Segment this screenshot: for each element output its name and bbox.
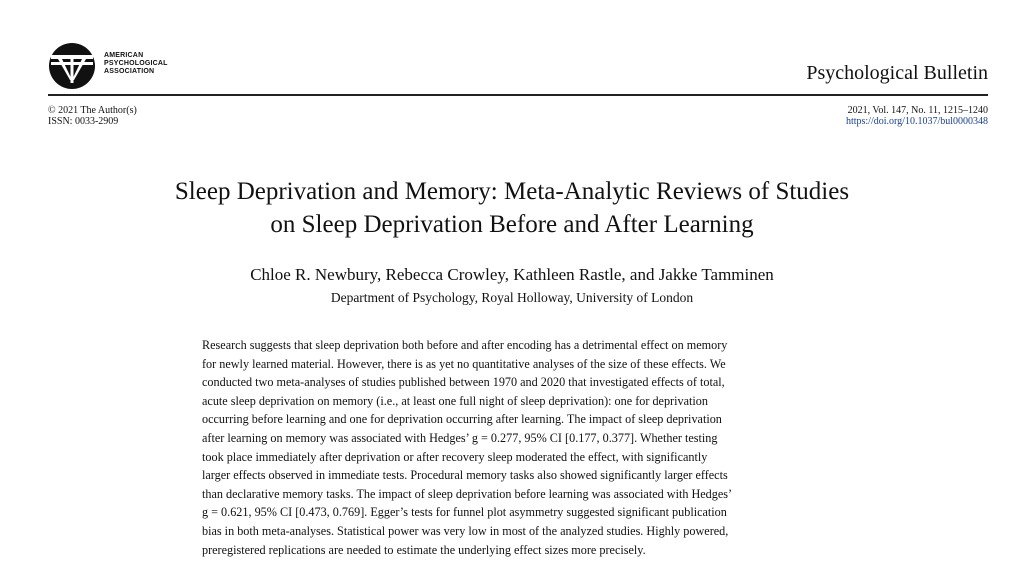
org-line: PSYCHOLOGICAL <box>104 60 168 67</box>
title-line: on Sleep Deprivation Before and After Learning <box>270 211 754 238</box>
apa-psi-logo-icon <box>48 42 96 90</box>
org-line: ASSOCIATION <box>104 68 155 75</box>
abstract <box>202 336 842 559</box>
abstract-line: conducted two meta-analyses of studies published between 1970 and 2020 that investigated effects of total, <box>202 375 725 390</box>
abstract-line: occurring before learning and one for deprivation occurring after learning. The impact of sleep deprivation <box>202 412 722 427</box>
abstract-line: preregistered replications are needed to estimate the underlying effect sizes more precisely. <box>202 542 646 557</box>
org-name <box>104 52 168 76</box>
abstract-line: acute sleep deprivation on memory (i.e., at least one full night of sleep deprivation): one for deprivation <box>202 393 708 408</box>
abstract-line: for newly learned material. However, there is as yet no quantitative analyses of the size of these effects. We <box>202 356 726 371</box>
abstract-line: than declarative memory tasks. The impact of sleep deprivation before learning was associated with Hedges’ <box>202 486 733 501</box>
copyright: © 2021 The Author(s) <box>48 105 137 116</box>
abstract-line: after learning on memory was associated with Hedges’ g = 0.277, 95% CI [0.177, 0.377]. Whether testing <box>202 430 718 445</box>
abstract-line: bias in both meta-analyses. Statistical power was very low in most of the analyzed studies. Highly powered, <box>202 523 729 538</box>
citation: 2021, Vol. 147, No. 11, 1215–1240 <box>847 105 988 116</box>
issn: ISSN: 0033-2909 <box>48 116 119 127</box>
abstract-line: Research suggests that sleep deprivation both before and after encoding has a detrimental effect on memory <box>202 338 728 352</box>
abstract-line: larger effects observed in immediate tests. Procedural memory tasks also showed significantly larger effects <box>202 468 728 483</box>
page-header <box>48 40 988 96</box>
doi-link[interactable]: https://doi.org/10.1037/bul0000348 <box>845 116 988 127</box>
abstract-line: took place immediately after deprivation or after recovery sleep moderated the effect, with significantly <box>202 449 708 464</box>
authors: Chloe R. Newbury, Rebecca Crowley, Kathleen Rastle, and Jakke Tamminen <box>250 265 774 284</box>
affiliation: Department of Psychology, Royal Holloway, University of London <box>330 290 694 305</box>
abstract-line: g = 0.621, 95% CI [0.473, 0.769]. Egger’s tests for funnel plot asymmetry suggested significant publication <box>202 505 727 520</box>
org-line: AMERICAN <box>104 52 144 59</box>
journal-title: Psychological Bulletin <box>806 62 988 84</box>
article-title <box>0 175 1024 241</box>
header-rule <box>48 94 988 96</box>
meta-right <box>846 105 988 127</box>
title-line: Sleep Deprivation and Memory: Meta-Analytic Reviews of Studies <box>174 178 850 205</box>
meta-left <box>48 105 137 127</box>
